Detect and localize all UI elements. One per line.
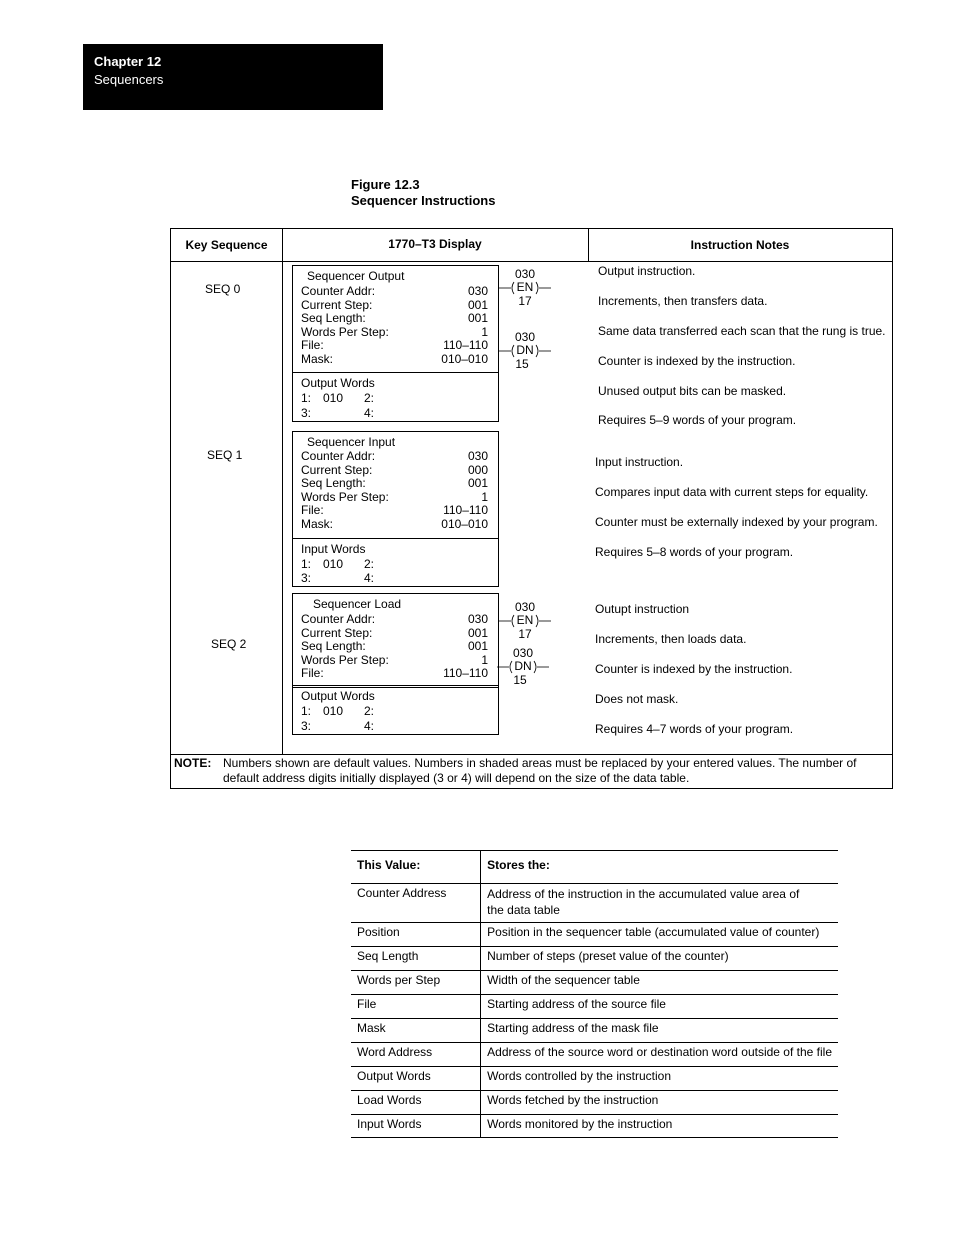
- coil-bit: 15: [513, 673, 527, 687]
- value-table: [351, 850, 838, 1138]
- word-value: 010: [323, 557, 344, 571]
- field-value: 110–110: [443, 666, 488, 680]
- field-label: Current Step:: [301, 625, 373, 640]
- coil-label: DN: [516, 343, 534, 357]
- key-seq-2: SEQ 2: [211, 637, 247, 651]
- word-index: 1:: [301, 704, 312, 718]
- words-title: Output Words: [301, 376, 375, 390]
- word-index: 1:: [301, 391, 312, 405]
- field-row: [301, 477, 488, 491]
- field-row: [301, 640, 488, 654]
- table-row: [351, 947, 838, 971]
- field-value: 1: [481, 652, 488, 667]
- field-row: [301, 518, 488, 532]
- value-name: Words per Step: [351, 971, 481, 995]
- field-value: 010–010: [441, 516, 488, 531]
- value-name: Load Words: [351, 1091, 481, 1115]
- chapter-title: Sequencers: [94, 72, 164, 87]
- coil-symbol-icon: [497, 613, 553, 629]
- field-label: File:: [301, 666, 324, 680]
- table-row: [351, 1019, 838, 1043]
- instruction-note: Requires 5–9 words of your program.: [598, 413, 797, 427]
- table-row: [351, 995, 838, 1019]
- value-description: [481, 884, 838, 923]
- value-description: Address of the source word or destination word outside of the file: [481, 1043, 838, 1067]
- field-row: [301, 613, 488, 627]
- instruction-note: Outupt instruction: [595, 602, 690, 616]
- field-value: 110–110: [443, 338, 488, 352]
- word-index: 1:: [301, 557, 312, 571]
- instruction-note: Counter is indexed by the instruction.: [598, 354, 796, 368]
- field-label: Seq Length:: [301, 476, 366, 490]
- word-index: 4:: [364, 406, 375, 420]
- coil-symbol-icon: [495, 659, 551, 675]
- column-header-display: 1770–T3 Display: [388, 237, 482, 251]
- field-value: 001: [467, 476, 488, 490]
- field-label: Mask:: [301, 516, 334, 531]
- sequencer-load-panel: [292, 593, 499, 688]
- instruction-note: Same data transferred each scan that the rung is true.: [598, 324, 886, 338]
- table-row: [351, 923, 838, 947]
- field-row: [301, 491, 488, 505]
- value-name: Position: [351, 923, 481, 947]
- panel-title: Sequencer Input: [307, 435, 396, 449]
- field-row: [301, 312, 488, 326]
- coil-label: DN: [514, 659, 532, 673]
- field-label: Counter Addr:: [301, 284, 376, 298]
- word-index: 3:: [301, 719, 312, 733]
- field-label: Mask:: [301, 351, 334, 366]
- field-value: 110–110: [443, 503, 488, 517]
- instruction-note: Does not mask.: [595, 692, 679, 706]
- coil-label: EN: [516, 613, 534, 627]
- words-title: Output Words: [301, 689, 375, 703]
- field-row: [301, 285, 488, 299]
- value-description-line: Address of the instruction in the accumulated value area of: [487, 887, 800, 901]
- word-index: 3:: [301, 571, 312, 585]
- coil-en: [497, 600, 553, 644]
- coil-address: 030: [514, 330, 536, 344]
- field-label: Counter Addr:: [301, 612, 376, 626]
- instruction-note: Requires 5–8 words of your program.: [595, 545, 794, 559]
- value-description: Width of the sequencer table: [481, 971, 838, 995]
- word-index: 2:: [364, 391, 375, 405]
- coil-address: 030: [514, 600, 536, 614]
- field-row: [301, 667, 488, 681]
- coil-dn: [497, 330, 553, 374]
- field-value: 000: [467, 462, 488, 477]
- table-row: [351, 1115, 838, 1138]
- field-label: Seq Length:: [301, 639, 366, 653]
- value-description: Number of steps (preset value of the counter): [481, 947, 838, 971]
- chapter-tab: [83, 44, 383, 110]
- chapter-number: Chapter 12: [94, 54, 162, 69]
- figure-title: Sequencer Instructions: [351, 193, 496, 208]
- value-name: Mask: [351, 1019, 481, 1043]
- coil-symbol-icon: [497, 280, 553, 296]
- instruction-note: Unused output bits can be masked.: [598, 384, 787, 398]
- field-value: 001: [467, 625, 488, 640]
- word-value: 010: [323, 704, 344, 718]
- table-row: [351, 971, 838, 995]
- field-row: [301, 326, 488, 340]
- value-description: Position in the sequencer table (accumulated value of counter): [481, 923, 838, 947]
- key-seq-0: SEQ 0: [205, 282, 241, 296]
- value-description: Starting address of the mask file: [481, 1019, 838, 1043]
- field-row: [301, 353, 488, 367]
- word-index: 2:: [364, 704, 375, 718]
- value-description: Words monitored by the instruction: [481, 1115, 838, 1138]
- coil-en: [497, 267, 553, 311]
- value-name: Input Words: [351, 1115, 481, 1138]
- field-row: [301, 450, 488, 464]
- value-description: Starting address of the source file: [481, 995, 838, 1019]
- table-row: [351, 1043, 838, 1067]
- field-value: 001: [467, 297, 488, 312]
- figure-table: [170, 228, 893, 789]
- column-header-key-sequence: Key Sequence: [185, 238, 268, 252]
- words-title: Input Words: [301, 542, 366, 556]
- table-row: [351, 1091, 838, 1115]
- instruction-note: Output instruction.: [598, 264, 696, 278]
- value-description: Words fetched by the instruction: [481, 1091, 838, 1115]
- column-divider: [282, 229, 283, 754]
- field-value: 001: [467, 639, 488, 653]
- value-name: Seq Length: [351, 947, 481, 971]
- coil-bit: 15: [515, 357, 529, 371]
- table-row: [351, 1067, 838, 1091]
- output-words-box: [292, 685, 499, 735]
- field-label: Counter Addr:: [301, 449, 376, 463]
- field-label: Current Step:: [301, 462, 373, 477]
- value-name: File: [351, 995, 481, 1019]
- word-index: 3:: [301, 406, 312, 420]
- field-value: 030: [467, 284, 488, 298]
- field-value: 1: [481, 324, 488, 339]
- note-text: Numbers shown are default values. Numbers in shaded areas must be replaced by your entered values. The number of: [223, 756, 857, 770]
- coil-bit: 17: [518, 627, 532, 641]
- word-index: 4:: [364, 719, 375, 733]
- field-row: [301, 299, 488, 313]
- field-row: [301, 627, 488, 641]
- input-words-box: [292, 538, 499, 587]
- coil-label: EN: [516, 280, 534, 294]
- instruction-note: Input instruction.: [595, 455, 684, 469]
- word-index: 4:: [364, 571, 375, 585]
- panel-title: Sequencer Output: [307, 269, 405, 283]
- table-header-cell: Stores the:: [481, 851, 838, 884]
- field-row: [301, 339, 488, 353]
- note-text: default address digits initially displayed (3 or 4) will depend on the size of the data table.: [223, 771, 690, 785]
- field-value: 030: [467, 449, 488, 463]
- header-divider: [171, 261, 892, 262]
- coil-address: 030: [512, 646, 534, 660]
- coil-address: 030: [514, 267, 536, 281]
- instruction-note: Compares input data with current steps for equality.: [595, 485, 869, 499]
- field-label: Seq Length:: [301, 311, 366, 325]
- note-divider: [171, 754, 892, 755]
- instruction-note: Increments, then loads data.: [595, 632, 747, 646]
- key-seq-1: SEQ 1: [207, 448, 243, 462]
- instruction-note: Requires 4–7 words of your program.: [595, 722, 794, 736]
- instruction-note: Counter must be externally indexed by your program.: [595, 515, 878, 529]
- value-name: Word Address: [351, 1043, 481, 1067]
- value-name: Output Words: [351, 1067, 481, 1091]
- column-header-instruction-notes: Instruction Notes: [690, 238, 790, 252]
- field-label: Words Per Step:: [301, 324, 389, 339]
- note-label: NOTE:: [174, 756, 212, 770]
- field-label: Current Step:: [301, 297, 373, 312]
- instruction-note: Counter is indexed by the instruction.: [595, 662, 793, 676]
- field-value: 010–010: [441, 351, 488, 366]
- field-label: File:: [301, 338, 324, 352]
- sequencer-input-panel: [292, 431, 499, 539]
- field-value: 030: [467, 612, 488, 626]
- output-words-box: [292, 372, 499, 422]
- table-header-cell: This Value:: [351, 851, 481, 884]
- field-row: [301, 654, 488, 668]
- figure-number: Figure 12.3: [351, 177, 420, 192]
- value-description-line: the data table: [487, 903, 560, 917]
- value-name: Counter Address: [351, 884, 481, 923]
- word-value: 010: [323, 391, 344, 405]
- field-value: 1: [481, 489, 488, 504]
- word-index: 2:: [364, 557, 375, 571]
- panel-title: Sequencer Load: [313, 597, 402, 611]
- field-row: [301, 464, 488, 478]
- coil-bit: 17: [518, 294, 532, 308]
- field-label: Words Per Step:: [301, 652, 389, 667]
- table-row: [351, 884, 838, 923]
- field-label: File:: [301, 503, 324, 517]
- instruction-note: Increments, then transfers data.: [598, 294, 768, 308]
- coil-dn: [495, 646, 551, 690]
- field-row: [301, 504, 488, 518]
- field-label: Words Per Step:: [301, 489, 389, 504]
- field-value: 001: [467, 311, 488, 325]
- coil-symbol-icon: [497, 343, 553, 359]
- sequencer-output-panel: [292, 265, 499, 373]
- table-header-row: [351, 851, 838, 884]
- value-description: Words controlled by the instruction: [481, 1067, 838, 1091]
